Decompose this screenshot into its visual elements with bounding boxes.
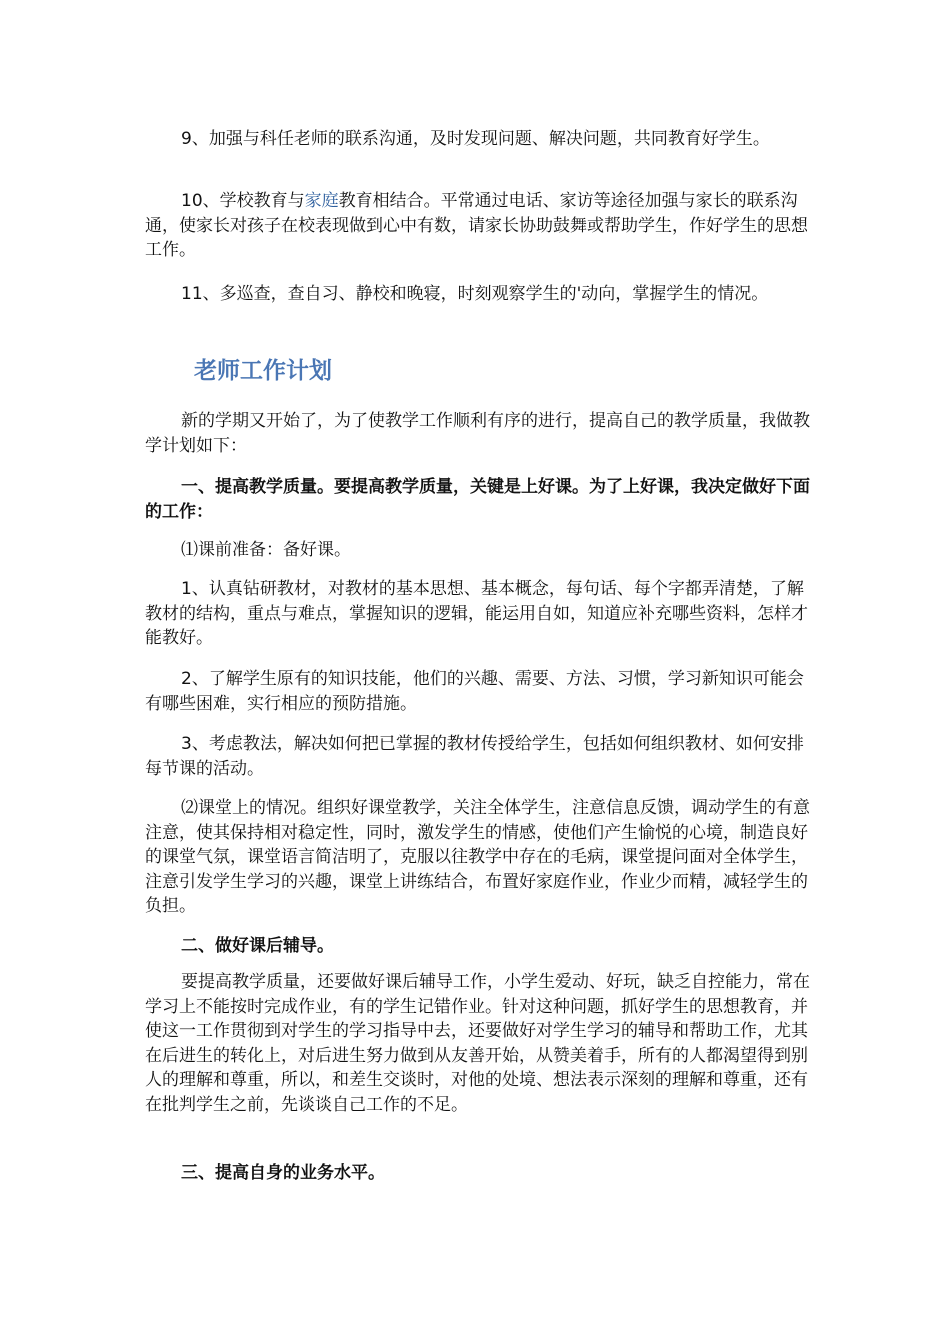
prep-item-2: 2、了解学生原有的知识技能，他们的兴趣、需要、方法、习惯，学习新知识可能会有哪些困难，实行相应的预防措施。: [145, 669, 804, 714]
section-one-title: 一、提高教学质量。要提高教学质量，关键是上好课。为了上好课，我决定做好下面的工作：: [145, 477, 810, 522]
subsection-classroom: ⑵课堂上的情况。组织好课堂教学，关注全体学生，注意信息反馈，调动学生的有意注意，使其保持相对稳定性，同时，激发学生的情感，使他们产生愉悦的心境，制造良好的课堂气氛，课堂语言简洁明了，克服以往教学中存在的毛病，课堂提问面对全体学生，注意引发学生学习的兴趣，课堂上讲练结合，布置好家庭作业，作业少而精，减轻学生的负担。: [145, 798, 810, 916]
section-two-body: 要提高教学质量，还要做好课后辅导工作，小学生爱动、好玩，缺乏自控能力，常在学习上不能按时完成作业，有的学生记错作业。针对这种问题，抓好学生的思想教育，并使这一工作贯彻到对学生的学习指导中去，还要做好对学生学习的辅导和帮助工作，尤其在后进生的转化上，对后进生努力做到从友善开始，从赞美着手，所有的人都渴望得到别人的理解和尊重，所以，和差生交谈时，对他的处境、想法表示深刻的理解和尊重，还有在批判学生之前，先谈谈自己工作的不足。: [145, 972, 810, 1115]
prep-item-1: 1、认真钻研教材，对教材的基本思想、基本概念，每句话、每个字都弄清楚，了解教材的结构，重点与难点，掌握知识的逻辑，能运用自如，知道应补充哪些资料，怎样才能教好。: [145, 579, 808, 648]
section-heading: 老师工作计划: [194, 358, 332, 384]
paragraph-item-10-text-end: 教育相结合。平常通过电话、家访等途径加强与家长的联系沟通，使家长对孩子在校表现做到心中有数，请家长协助鼓舞或帮助学生，作好学生的思想工作。: [145, 191, 808, 260]
section-three-title: 三、提高自身的业务水平。: [181, 1163, 385, 1183]
intro-paragraph: 新的学期又开始了，为了使教学工作顺利有序的进行，提高自己的教学质量，我做教学计划如下：: [145, 411, 810, 456]
prep-item-3: 3、考虑教法，解决如何把已掌握的教材传授给学生，包括如何组织教材、如何安排每节课的活动。: [145, 734, 804, 779]
section-two-title: 二、做好课后辅导。: [181, 936, 334, 956]
paragraph-item-11: 11、多巡查，查自习、静校和晚寝，时刻观察学生的'动向，掌握学生的情况。: [181, 284, 769, 304]
paragraph-item-10-text-start: 10、学校教育与: [181, 191, 305, 211]
family-link[interactable]: 家庭: [304, 191, 339, 211]
paragraph-item-10: [145, 189, 815, 263]
paragraph-item-9: 9、加强与科任老师的联系沟通，及时发现问题、解决问题，共同教育好学生。: [181, 129, 770, 149]
subsection-prep: ⑴课前准备：备好课。: [181, 540, 351, 560]
